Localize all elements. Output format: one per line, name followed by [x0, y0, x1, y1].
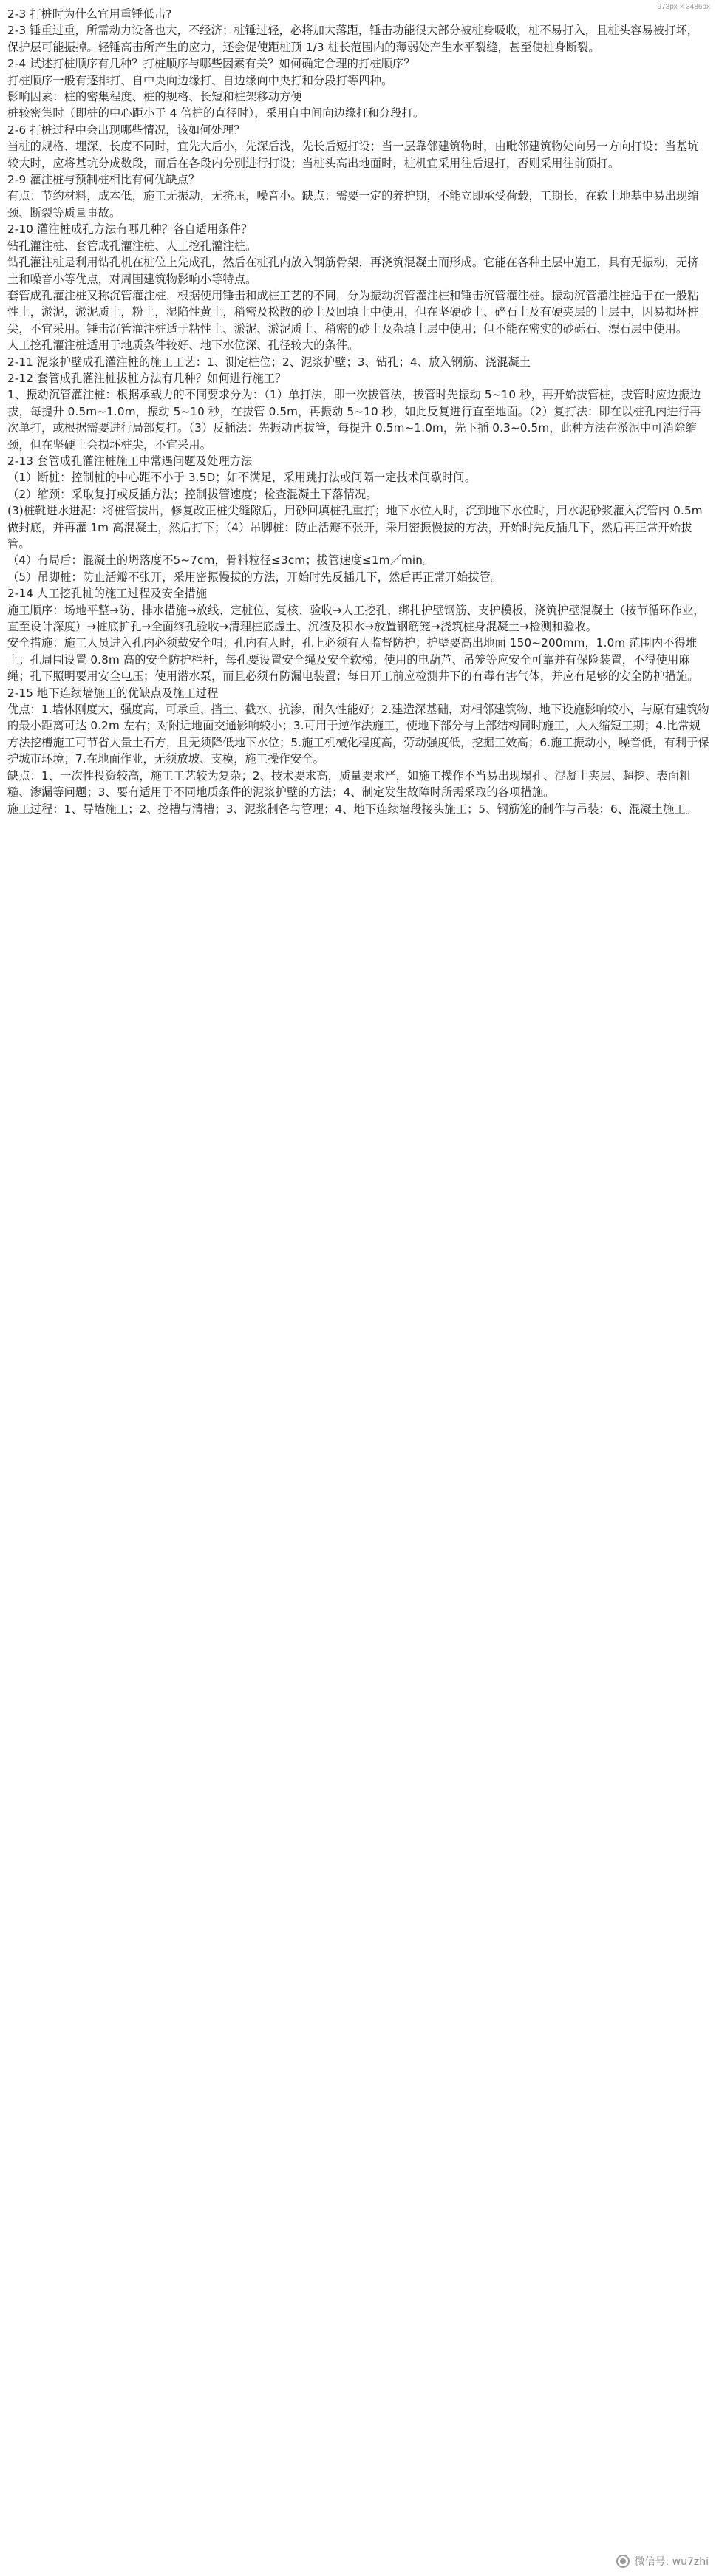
paragraph: （4）有局后：混凝土的坍落度不5~7cm，骨料粒径≤3cm；拔管速度≤1m／min。	[7, 553, 435, 568]
section-heading: 2-3 打桩时为什么宜用重锤低击?	[7, 7, 172, 21]
paragraph: 人工挖孔灌注桩适用于地质条件较好、地下水位深、孔径较大的条件。	[7, 338, 359, 352]
paragraph: （5）吊脚桩：防止活瓣不张开，采用密振慢拔的方法，开始时先反插几下，然后再正常开始拔管。	[7, 570, 502, 584]
paragraph: 套管成孔灌注桩又称沉管灌注桩，根据使用锤击和成桩工艺的不同，分为振动沉管灌注桩和锤击沉管灌注桩。振动沉管灌注桩适于在一般粘性土，淤泥，淤泥质土，粉土，湿陷性黄土，稍密及松散的砂土及回填土中使用，但在坚硬砂土、碎石土及有硬夹层的土层中，因易损坏桩尖，不宜采用。锤击沉管灌注桩适于粘性土、淤泥、淤泥质土、稍密的砂土及杂填土层中使用；但不能在密实的砂砾石、漂石层中使用。	[7, 288, 699, 335]
paragraph: 当桩的规格、埋深、长度不同时，宜先大后小，先深后浅，先长后短打设；当一层靠邻建筑物时，由毗邻建筑物处向另一方向打设；当基坑较大时，应将基坑分成数段，而后在各段内分别进行打设；当桩头高出地面时，桩机宜采用往后退打，否则采用往前顶打。	[7, 140, 699, 170]
section-heading: 2-6 打桩过程中会出现哪些情况，该如何处理？	[7, 123, 245, 137]
paragraph: 1、振动沉管灌注桩：根据承载力的不同要求分为：（1）单打法，即一次拔管法，拔管时先振动 5~10 秒，再开始拔管桩，拔管时应边振边拔，每提升 0.5m~1.0m，振动 5~10 秒，在拔管 0.5m，再振动 5~10 秒，如此反复进行直至地面。（2）复打法：即在以桩孔内进行再次单打，或根据需要进行局部复打。（3）反插法：先振动再拔管，每提升 0.5m~1.0m，先下插 0.3~0.5m，此种方法在淤泥中可消除缩颈，但在坚硬土会损坏桩尖，不宜采用。	[7, 388, 701, 452]
paragraph: 安全措施：施工人员进入孔内必须戴安全帽；孔内有人时，孔上必须有人监督防护；护壁要高出地面 150~200mm，1.0m 范围内不得堆土；孔周围设置 0.8m 高的安全防护栏杆，每孔要设置安全绳及安全软梯；使用的电葫芦、吊笼等应安全可靠并有保险装置，不得使用麻绳；孔下照明要用安全电压；使用潜水泵，而且必须有防漏电装置；每日开工前应检测井下的有毒有害气体，并应有足够的安全防护措施。	[7, 636, 699, 684]
section-heading: 2-9 灌注桩与预制桩相比有何优缺点？	[7, 173, 200, 187]
section-heading: 2-12 套管成孔灌注桩拔桩方法有几种？如何进行施工？	[7, 371, 287, 385]
page-size-label: 973px × 3486px	[657, 3, 710, 11]
paragraph: 钻孔灌注桩是利用钻孔机在桩位上先成孔，然后在桩孔内放入钢筋骨架，再浇筑混凝土而形成。它能在各种土层中施工，具有无振动，无挤土和噪音小等优点，对周围建筑物影响小等特点。	[7, 256, 699, 286]
paragraph: 缺点：1、一次性投资较高，施工工艺较为复杂；2、技术要求高，质量要求严，如施工操作不当易出现塌孔、混凝土夹层、超挖、表面粗糙、渗漏等问题；3、要有适用于不同地质条件的泥浆护壁的方法；4、制定发生故障时所需采取的各项措施。	[7, 769, 691, 800]
paragraph: （2）缩颈：采取复打或反插方法；控制拔管速度；检查混凝土下落情况。	[7, 487, 378, 501]
watermark	[616, 2554, 709, 2569]
paragraph: 优点：1.墙体刚度大，强度高，可承重、挡土、截水、抗渗，耐久性能好；2.建造深基础，对相邻建筑物、地下设施影响较小，与原有建筑物的最小距离可达 0.2m 左右；对附近地面交通影响较小；3.可用于逆作法施工，使地下部分与上部结构同时施工，大大缩短工期；4.比常规方法挖槽施工可节省大量土石方，且无须降低地下水位；5.施工机械化程度高，劳动强度低，挖掘工效高；6.施工振动小，噪音低，有利于保护城市环境；7.在地面作业，无须放坡、支模，施工操作安全。	[7, 703, 709, 766]
section-heading: 2-4 试述打桩顺序有几种？打桩顺序与哪些因素有关？如何确定合理的打桩顺序？	[7, 57, 415, 71]
paragraph: 影响因素：桩的密集程度、桩的规格、长短和桩架移动方便	[7, 90, 302, 104]
section-heading: 2-3 锤重过重，所需动力设备也大，不经济；桩锤过轻，必将加大落距，锤击功能很大部分被桩身吸收，桩不易打入，且桩头容易被打坏，保护层可能振掉。轻锤高击所产生的应力，还会促使距桩顶 1/3 桩长范围内的薄弱处产生水平裂缝，甚至使桩身断裂。	[7, 24, 699, 54]
section-heading: 2-13 套管成孔灌注桩施工中常遇问题及处理方法	[7, 454, 253, 468]
paragraph: (3)桩靴进水进泥：将桩管拔出，修复改正桩尖缝隙后，用砂回填桩孔重打；地下水位人时，沉到地下水位时，用水泥砂浆灌入沉管内 0.5m 做封底，并再灌 1m 高混凝土，然后打下；（4）吊脚桩：防止活瓣不张开，采用密振慢拔的方法，开始时先反插几下，然后再正常开始拔管。	[7, 504, 703, 551]
watermark-text: 微信号: wu7zhi	[634, 2556, 709, 2568]
paragraph: （1）断桩：控制桩的中心距不小于 3.5D；如不满足，采用跳打法或间隔一定技术间歇时间。	[7, 471, 477, 485]
paragraph: 有点：节约材料，成本低，施工无振动，无挤压，噪音小。缺点：需要一定的养护期，不能立即承受荷载，工期长，在软土地基中易出现缩颈、断裂等质量事故。	[7, 189, 699, 219]
section-heading: 2-14 人工挖孔桩的施工过程及安全措施	[7, 587, 208, 601]
section-heading: 2-10 灌注桩成孔方法有哪几种？各自适用条件？	[7, 222, 253, 236]
paragraph: 施工顺序：场地平整→防、排水措施→放线、定桩位、复核、验收→人工挖孔，绑扎护壁钢筋、支护模板，浇筑护壁混凝土（按节循环作业，直至设计深度）→桩底扩孔→全面终孔验收→清理桩底虚土、沉渣及积水→放置钢筋笼→浇筑桩身混凝土→检测和验收。	[7, 603, 705, 634]
paragraph: 钻孔灌注桩、套管成孔灌注桩、人工挖孔灌注桩。	[7, 239, 257, 253]
paragraph: 打桩顺序一般有逐排打、自中央向边缘打、自边缘向中央打和分段打等四种。	[7, 73, 393, 87]
document-body	[7, 6, 709, 817]
wechat-icon	[616, 2555, 630, 2568]
section-heading: 2-11 泥浆护壁成孔灌注桩的施工工艺：1、测定桩位；2、泥浆护壁；3、钻孔；4、放入钢筋、浇混凝土	[7, 355, 531, 369]
section-heading: 2-15 地下连续墙施工的优缺点及施工过程	[7, 686, 219, 700]
paragraph: 施工过程：1、导墙施工；2、挖槽与清槽；3、泥浆制备与管理；4、地下连续墙段接头施工；5、钢筋笼的制作与吊装；6、混凝土施工。	[7, 802, 698, 816]
paragraph: 桩较密集时（即桩的中心距小于 4 倍桩的直径时），采用自中间向边缘打和分段打。	[7, 106, 425, 120]
